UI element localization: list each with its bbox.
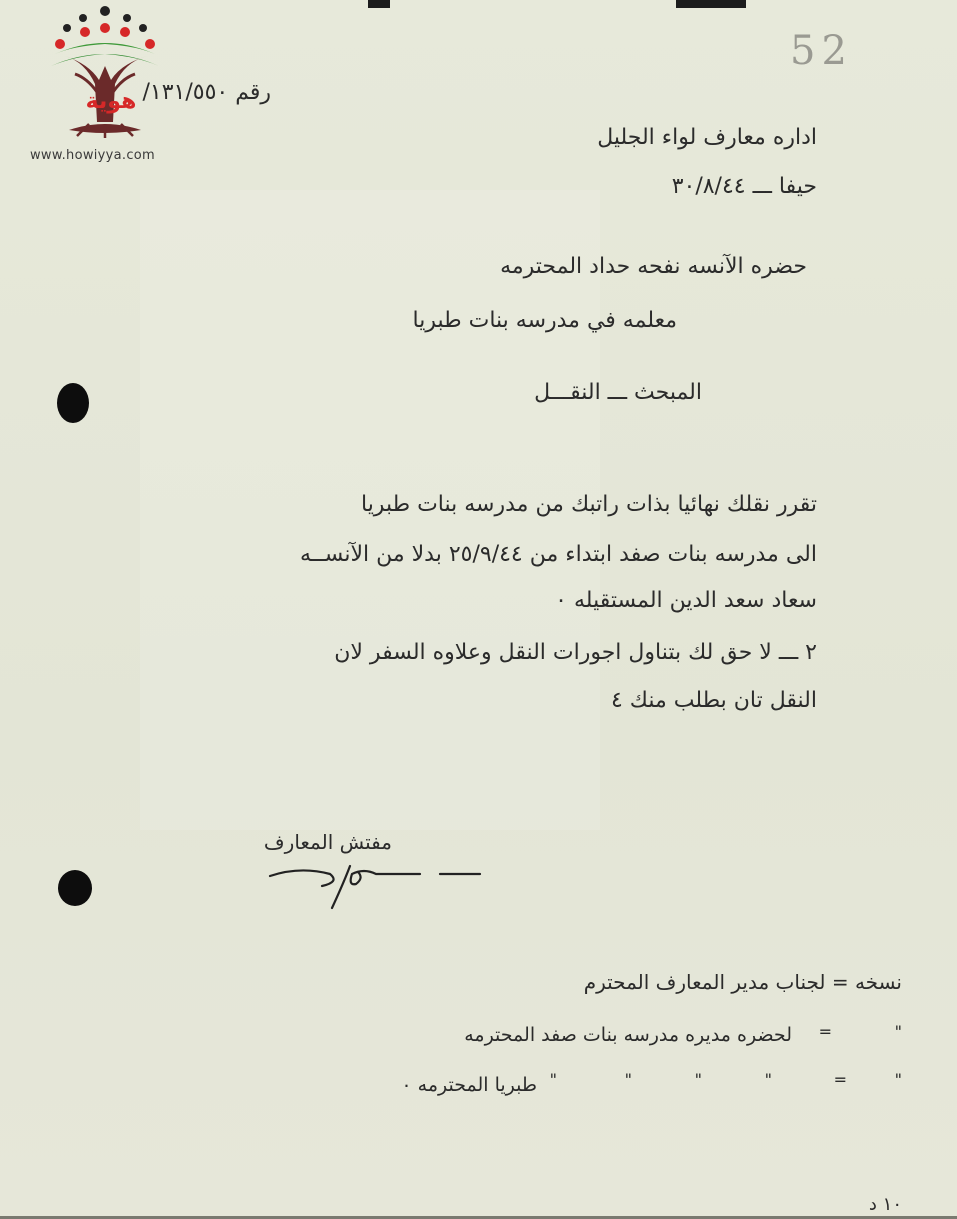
- reference-number: رقم ١٣١/٥٥٠/: [142, 80, 271, 105]
- body-line-5: النقل تان بطلب منك ٤: [610, 688, 817, 713]
- cc-line-1: نسخه = لجناب مدير المعارف المحترم: [583, 970, 902, 994]
- logo-text: هوية: [85, 89, 137, 114]
- top-edge-mark: [368, 0, 390, 8]
- handwritten-page-number: 52: [790, 28, 853, 74]
- cc-ditto-mark: ": [894, 1070, 902, 1089]
- cc-equals-mark: =: [833, 1070, 847, 1089]
- cc-equals-mark: =: [818, 1022, 832, 1041]
- punch-hole: [58, 870, 92, 906]
- cc-ditto-mark: ": [624, 1070, 632, 1089]
- cc-line-3: طبريا المحترمه ٠: [401, 1074, 537, 1096]
- cc-ditto-mark: ": [764, 1070, 772, 1089]
- footer-code: ١٠ د: [868, 1194, 902, 1215]
- subject-line: المبحث ـــ النقـــل: [534, 380, 702, 405]
- department-name: اداره معارف لواء الجليل: [597, 125, 817, 150]
- watermark-url: www.howiyya.com: [30, 148, 156, 163]
- body-line-1: تقرر نقلك نهائيا بذات راتبك من مدرسه بنات طبريا: [360, 492, 817, 517]
- recipient-position: معلمه في مدرسه بنات طبريا: [412, 308, 677, 333]
- place-and-date: حيفا ـــ ٣٠/٨/٤٤: [671, 174, 817, 199]
- body-line-3: سعاد سعد الدين المستقيله ٠: [555, 588, 817, 613]
- signature-title: مفتش المعارف: [263, 830, 392, 854]
- recipient-name: حضره الآنسه نفحه حداد المحترمه: [500, 254, 807, 279]
- top-edge-mark: [676, 0, 746, 8]
- body-line-4: ٢ ـــ لا حق لك بتناول اجورات النقل وعلاوه السفر لان: [334, 640, 817, 665]
- cc-ditto-mark: ": [894, 1022, 902, 1041]
- body-line-2: الى مدرسه بنات صفد ابتداء من ٢٥/٩/٤٤ بدلا من الآنســه: [300, 542, 817, 567]
- cc-line-2: لحضره مديره مدرسه بنات صفد المحترمه: [464, 1024, 792, 1046]
- cc-ditto-mark: ": [694, 1070, 702, 1089]
- punch-hole: [57, 383, 89, 423]
- cc-ditto-mark: ": [549, 1070, 557, 1089]
- handwritten-signature: [260, 852, 490, 914]
